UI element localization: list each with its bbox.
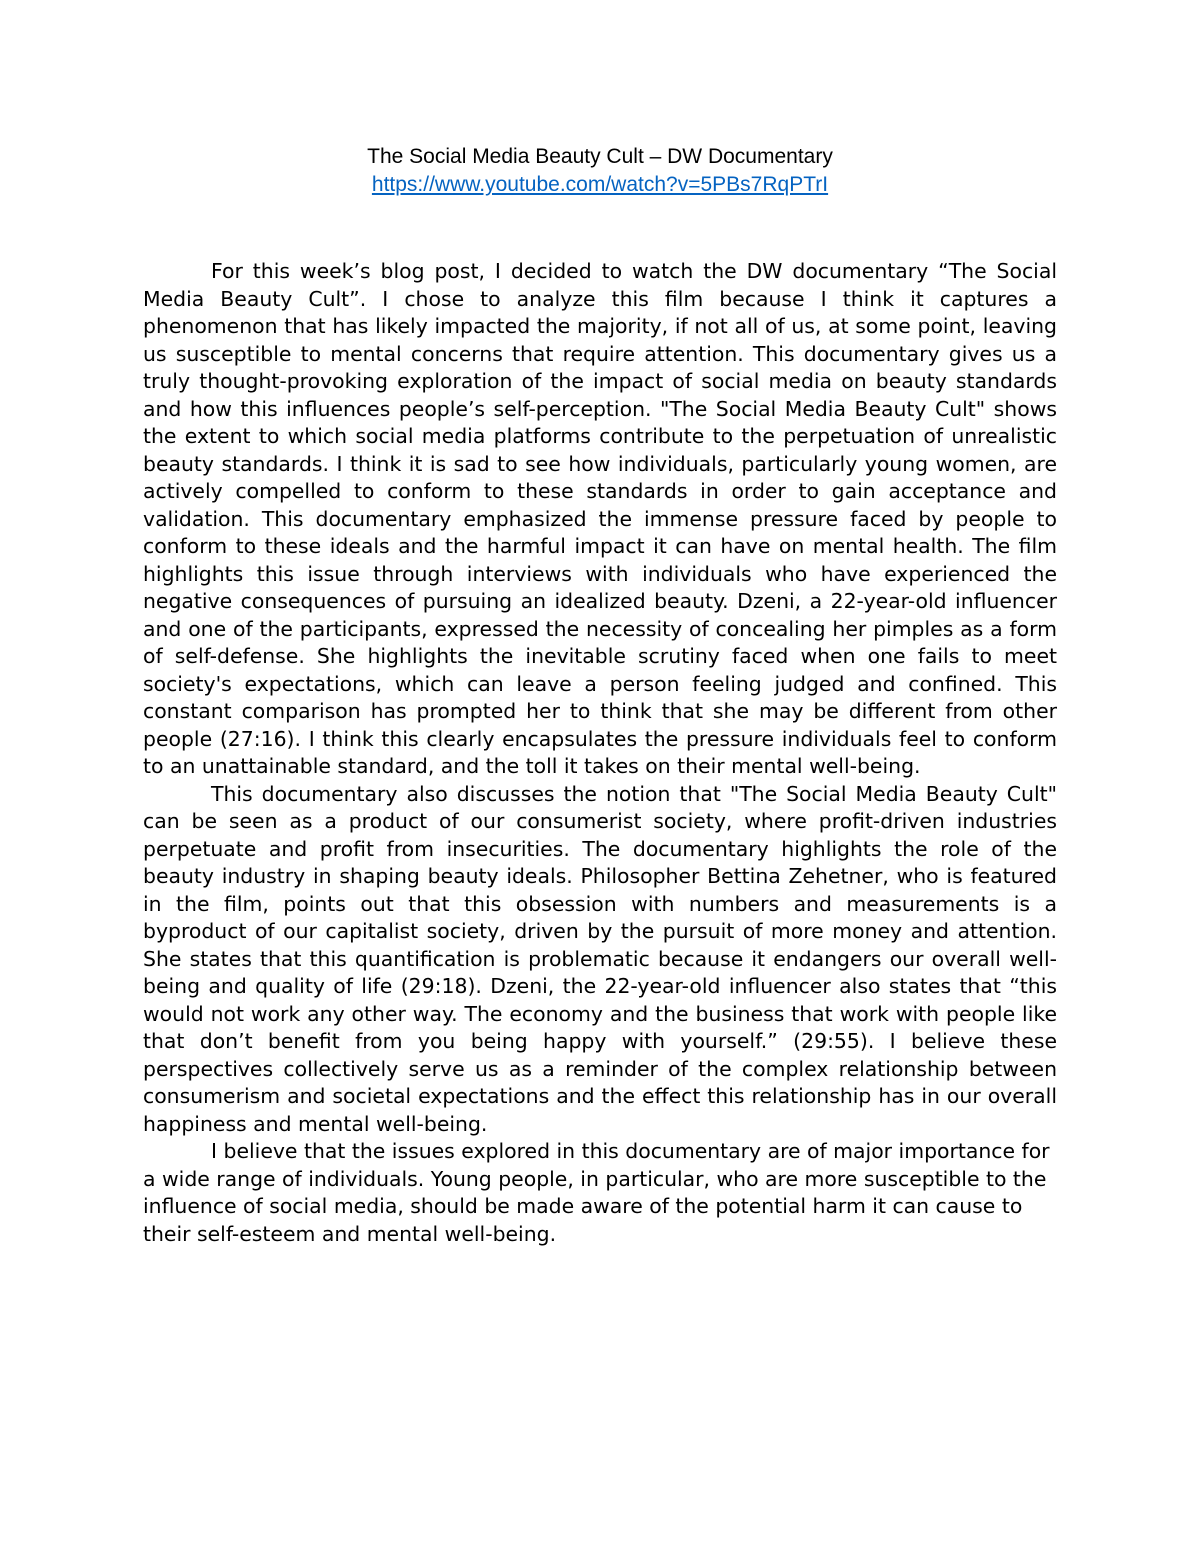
paragraph-3: I believe that the issues explored in this documentary are of major importance for a wide range of individuals. Young people, in particular, who are more susceptible to the influence of social media, should be made aware of the potential harm it can cause to their self-esteem and mental well-being. [143,1139,1050,1246]
paragraph-2: This documentary also discusses the notion that "The Social Media Beauty Cult" can be seen as a product of our consumerist society, where profit-driven industries perpetuate and profit from insecurities. The documentary highlights the role of the beauty industry in shaping beauty ideals. Philosopher Bettina Zehetner, who is featured in the film, points out that this obsession with numbers and measurements is a byproduct of our capitalist society, driven by the pursuit of more money and attention. She states that this quantification is problematic because it endangers our overall well-being and quality of life (29:18). Dzeni, the 22-year-old influencer also states that “this would not work any other way. The economy and the business that work with people like that don’t benefit from you being happy with yourself.” (29:55). I believe these perspectives collectively serve us as a reminder of the complex relationship between consumerism and societal expectations and the effect this relationship has in our overall happiness and mental well-being. [143,781,1057,1136]
title-block [0,143,1200,199]
document-title: The Social Media Beauty Cult – DW Documentary [367,145,833,168]
paragraph-1: For this week’s blog post, I decided to watch the DW documentary “The Social Media Beauty Cult”. I chose to analyze this film because I think it captures a phenomenon that has likely impacted the majority, if not all of us, at some point, leaving us susceptible to mental concerns that require attention. This documentary gives us a truly thought-provoking exploration of the impact of social media on beauty standards and how this influences people’s self-perception. "The Social Media Beauty Cult" shows the extent to which social media platforms contribute to the perpetuation of unrealistic beauty standards. I think it is sad to see how individuals, particularly young women, are actively compelled to conform to these standards in order to gain acceptance and validation. This documentary emphasized the immense pressure faced by people to conform to these ideals and the harmful impact it can have on mental health. The film highlights this issue through interviews with individuals who have experienced the negative consequences of pursuing an idealized beauty. Dzeni, a 22-year-old influencer and one of the participants, expressed the necessity of concealing her pimples as a form of self-defense. She highlights the inevitable scrutiny faced when one fails to meet society's expectations, which can leave a person feeling judged and confined. This constant comparison has prompted her to think that she may be different from other people (27:16). I think this clearly encapsulates the pressure individuals feel to conform to an unattainable standard, and the toll it takes on their mental well-being. [143,259,1057,778]
youtube-link[interactable]: https://www.youtube.com/watch?v=5PBs7RqPTrI [371,173,829,196]
document-body [143,258,1057,1248]
